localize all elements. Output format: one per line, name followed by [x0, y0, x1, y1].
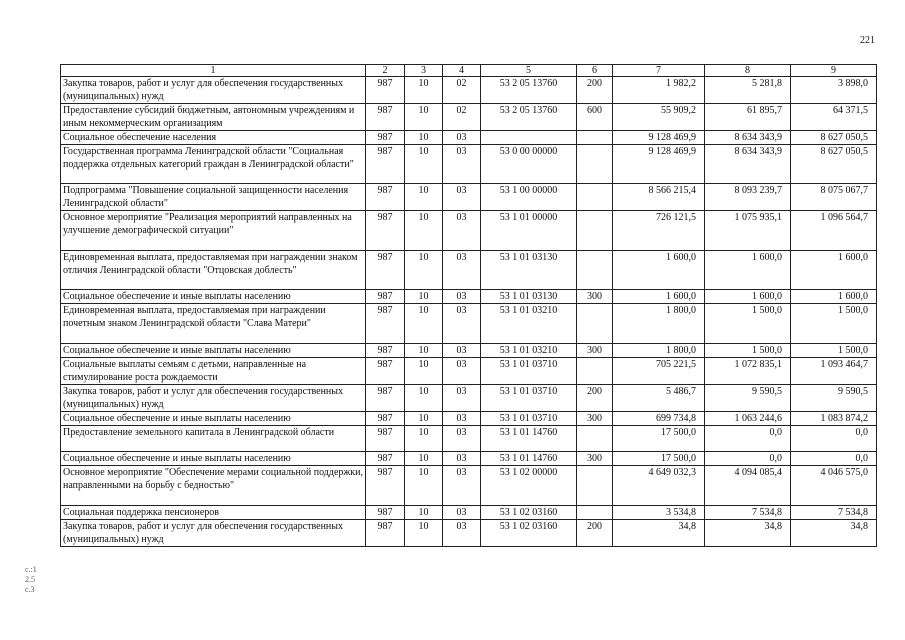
- cell-c3: 10: [405, 145, 443, 184]
- cell-c8: 1 600,0: [705, 290, 791, 304]
- cell-c4: 02: [443, 77, 481, 104]
- cell-c9: 9 590,5: [791, 385, 877, 412]
- table-row: [61, 358, 877, 385]
- cell-c7: 699 734,8: [613, 412, 705, 426]
- cell-c3: 10: [405, 251, 443, 290]
- cell-c2: 987: [366, 104, 405, 131]
- cell-c4: 03: [443, 211, 481, 251]
- cell-c9: 34,8: [791, 520, 877, 547]
- cell-c8: 0,0: [705, 452, 791, 466]
- table-row: [61, 131, 877, 145]
- cell-c2: 987: [366, 290, 405, 304]
- cell-c9: 1 600,0: [791, 290, 877, 304]
- header-cell: 9: [791, 65, 877, 77]
- row-name-cell: Основное мероприятие "Обеспечение мерами социальной поддержки, направленными на борьбу с бедностью": [61, 466, 366, 506]
- cell-c9: 0,0: [791, 452, 877, 466]
- cell-c4: 02: [443, 104, 481, 131]
- cell-c3: 10: [405, 344, 443, 358]
- cell-c4: 03: [443, 251, 481, 290]
- cell-c2: 987: [366, 452, 405, 466]
- cell-c6: [577, 304, 613, 344]
- table-row: [61, 344, 877, 358]
- cell-c4: 03: [443, 466, 481, 506]
- cell-c2: 987: [366, 358, 405, 385]
- cell-c4: 03: [443, 452, 481, 466]
- table-row: [61, 506, 877, 520]
- margin-mark: с.:1: [25, 565, 37, 574]
- cell-c8: 1 500,0: [705, 344, 791, 358]
- cell-c4: 03: [443, 290, 481, 304]
- cell-c3: 10: [405, 466, 443, 506]
- cell-c4: 03: [443, 344, 481, 358]
- cell-c8: 8 634 343,9: [705, 145, 791, 184]
- cell-c5: 53 1 01 03210: [481, 304, 577, 344]
- table-row: [61, 184, 877, 211]
- cell-c7: 1 800,0: [613, 304, 705, 344]
- cell-c7: 9 128 469,9: [613, 145, 705, 184]
- cell-c3: 10: [405, 358, 443, 385]
- cell-c8: 34,8: [705, 520, 791, 547]
- cell-c7: 34,8: [613, 520, 705, 547]
- table-row: [61, 385, 877, 412]
- cell-c3: 10: [405, 520, 443, 547]
- cell-c2: 987: [366, 131, 405, 145]
- cell-c2: 987: [366, 466, 405, 506]
- margin-mark: 2.5: [25, 575, 35, 584]
- table-row: [61, 426, 877, 452]
- cell-c4: 03: [443, 304, 481, 344]
- cell-c2: 987: [366, 211, 405, 251]
- margin-mark: с.3: [25, 585, 35, 594]
- table-row: [61, 211, 877, 251]
- row-name-cell: Социальное обеспечение населения: [61, 131, 366, 145]
- header-cell: 4: [443, 65, 481, 77]
- row-name-cell: Социальные выплаты семьям с детьми, направленные на стимулирование роста рождаемости: [61, 358, 366, 385]
- cell-c4: 03: [443, 426, 481, 452]
- cell-c3: 10: [405, 211, 443, 251]
- cell-c8: 1 075 935,1: [705, 211, 791, 251]
- row-name-cell: Закупка товаров, работ и услуг для обеспечения государственных (муниципальных) нужд: [61, 77, 366, 104]
- row-name-cell: Социальное обеспечение и иные выплаты населению: [61, 412, 366, 426]
- cell-c8: 1 500,0: [705, 304, 791, 344]
- cell-c7: 9 128 469,9: [613, 131, 705, 145]
- row-name-cell: Подпрограмма "Повышение социальной защищенности населения Ленинградской области": [61, 184, 366, 211]
- cell-c9: 1 500,0: [791, 344, 877, 358]
- cell-c2: 987: [366, 426, 405, 452]
- cell-c6: 300: [577, 452, 613, 466]
- cell-c3: 10: [405, 412, 443, 426]
- page-number: 221: [860, 35, 875, 46]
- cell-c5: 53 0 00 00000: [481, 145, 577, 184]
- cell-c7: 1 600,0: [613, 290, 705, 304]
- cell-c6: 300: [577, 412, 613, 426]
- cell-c5: 53 1 00 00000: [481, 184, 577, 211]
- cell-c7: 17 500,0: [613, 452, 705, 466]
- row-name-cell: Социальное обеспечение и иные выплаты населению: [61, 290, 366, 304]
- cell-c8: 5 281,8: [705, 77, 791, 104]
- header-cell: 7: [613, 65, 705, 77]
- header-cell: 2: [366, 65, 405, 77]
- cell-c7: 17 500,0: [613, 426, 705, 452]
- cell-c9: 8 627 050,5: [791, 131, 877, 145]
- cell-c6: [577, 426, 613, 452]
- cell-c2: 987: [366, 344, 405, 358]
- cell-c9: 1 600,0: [791, 251, 877, 290]
- cell-c3: 10: [405, 131, 443, 145]
- cell-c4: 03: [443, 131, 481, 145]
- cell-c2: 987: [366, 145, 405, 184]
- cell-c9: 3 898,0: [791, 77, 877, 104]
- cell-c8: 1 063 244,6: [705, 412, 791, 426]
- budget-table: [60, 64, 877, 547]
- cell-c6: 200: [577, 77, 613, 104]
- cell-c6: [577, 145, 613, 184]
- cell-c6: [577, 358, 613, 385]
- margin-marks: [25, 565, 37, 595]
- cell-c3: 10: [405, 506, 443, 520]
- cell-c2: 987: [366, 385, 405, 412]
- cell-c5: 53 1 01 03710: [481, 385, 577, 412]
- cell-c3: 10: [405, 290, 443, 304]
- cell-c5: 53 1 01 03710: [481, 358, 577, 385]
- row-name-cell: Государственная программа Ленинградской области "Социальная поддержка отдельных категорий граждан в Ленинградской области": [61, 145, 366, 184]
- cell-c8: 1 600,0: [705, 251, 791, 290]
- cell-c3: 10: [405, 77, 443, 104]
- cell-c5: 53 1 01 03130: [481, 290, 577, 304]
- cell-c5: 53 1 01 03210: [481, 344, 577, 358]
- row-name-cell: Предоставление субсидий бюджетным, автономным учреждениям и иным некоммерческим организациям: [61, 104, 366, 131]
- cell-c9: 1 083 874,2: [791, 412, 877, 426]
- cell-c3: 10: [405, 184, 443, 211]
- cell-c5: 53 1 01 03130: [481, 251, 577, 290]
- cell-c3: 10: [405, 452, 443, 466]
- table-row: [61, 104, 877, 131]
- cell-c7: 3 534,8: [613, 506, 705, 520]
- row-name-cell: Единовременная выплата, предоставляемая при награждении почетным знаком Ленинградской области "Слава Матери": [61, 304, 366, 344]
- row-name-cell: Предоставление земельного капитала в Ленинградской области: [61, 426, 366, 452]
- cell-c4: 03: [443, 358, 481, 385]
- cell-c2: 987: [366, 506, 405, 520]
- header-cell: 8: [705, 65, 791, 77]
- cell-c9: 1 500,0: [791, 304, 877, 344]
- cell-c9: 0,0: [791, 426, 877, 452]
- cell-c5: 53 1 02 03160: [481, 520, 577, 547]
- cell-c2: 987: [366, 184, 405, 211]
- cell-c2: 987: [366, 412, 405, 426]
- cell-c5: 53 1 01 00000: [481, 211, 577, 251]
- cell-c6: [577, 131, 613, 145]
- cell-c4: 03: [443, 520, 481, 547]
- cell-c8: 0,0: [705, 426, 791, 452]
- cell-c2: 987: [366, 304, 405, 344]
- cell-c7: 55 909,2: [613, 104, 705, 131]
- cell-c9: 1 093 464,7: [791, 358, 877, 385]
- cell-c5: 53 2 05 13760: [481, 77, 577, 104]
- cell-c5: [481, 131, 577, 145]
- cell-c3: 10: [405, 104, 443, 131]
- table-row: [61, 290, 877, 304]
- table-row: [61, 452, 877, 466]
- row-name-cell: Социальное обеспечение и иные выплаты населению: [61, 452, 366, 466]
- table-row: [61, 77, 877, 104]
- table-header-row: [61, 65, 877, 77]
- row-name-cell: Единовременная выплата, предоставляемая при награждении знаком отличия Ленинградской области "Отцовская доблесть": [61, 251, 366, 290]
- cell-c4: 03: [443, 506, 481, 520]
- cell-c2: 987: [366, 520, 405, 547]
- header-cell: 5: [481, 65, 577, 77]
- cell-c7: 1 600,0: [613, 251, 705, 290]
- row-name-cell: Закупка товаров, работ и услуг для обеспечения государственных (муниципальных) нужд: [61, 520, 366, 547]
- cell-c6: [577, 506, 613, 520]
- cell-c9: 8 627 050,5: [791, 145, 877, 184]
- cell-c6: [577, 184, 613, 211]
- cell-c7: 705 221,5: [613, 358, 705, 385]
- table-row: [61, 145, 877, 184]
- cell-c7: 1 982,2: [613, 77, 705, 104]
- cell-c7: 5 486,7: [613, 385, 705, 412]
- cell-c9: 7 534,8: [791, 506, 877, 520]
- cell-c4: 03: [443, 385, 481, 412]
- cell-c8: 4 094 085,4: [705, 466, 791, 506]
- cell-c6: 300: [577, 290, 613, 304]
- header-cell: 6: [577, 65, 613, 77]
- cell-c4: 03: [443, 412, 481, 426]
- cell-c6: 600: [577, 104, 613, 131]
- cell-c6: [577, 251, 613, 290]
- table-row: [61, 304, 877, 344]
- table-row: [61, 251, 877, 290]
- cell-c7: 8 566 215,4: [613, 184, 705, 211]
- cell-c8: 61 895,7: [705, 104, 791, 131]
- cell-c5: 53 2 05 13760: [481, 104, 577, 131]
- cell-c7: 726 121,5: [613, 211, 705, 251]
- table-row: [61, 466, 877, 506]
- cell-c9: 8 075 067,7: [791, 184, 877, 211]
- header-cell: 1: [61, 65, 366, 77]
- cell-c7: 4 649 032,3: [613, 466, 705, 506]
- cell-c2: 987: [366, 77, 405, 104]
- row-name-cell: Социальное обеспечение и иные выплаты населению: [61, 344, 366, 358]
- cell-c6: [577, 211, 613, 251]
- cell-c2: 987: [366, 251, 405, 290]
- cell-c5: 53 1 01 14760: [481, 452, 577, 466]
- row-name-cell: Основное мероприятие "Реализация мероприятий направленных на улучшение демографической ситуации": [61, 211, 366, 251]
- row-name-cell: Закупка товаров, работ и услуг для обеспечения государственных (муниципальных) нужд: [61, 385, 366, 412]
- header-cell: 3: [405, 65, 443, 77]
- cell-c9: 4 046 575,0: [791, 466, 877, 506]
- cell-c7: 1 800,0: [613, 344, 705, 358]
- row-name-cell: Социальная поддержка пенсионеров: [61, 506, 366, 520]
- cell-c4: 03: [443, 145, 481, 184]
- cell-c5: 53 1 02 00000: [481, 466, 577, 506]
- cell-c8: 9 590,5: [705, 385, 791, 412]
- cell-c6: 300: [577, 344, 613, 358]
- cell-c3: 10: [405, 426, 443, 452]
- cell-c6: 200: [577, 520, 613, 547]
- cell-c6: [577, 466, 613, 506]
- cell-c9: 64 371,5: [791, 104, 877, 131]
- table-row: [61, 412, 877, 426]
- cell-c3: 10: [405, 304, 443, 344]
- cell-c8: 8 634 343,9: [705, 131, 791, 145]
- cell-c5: 53 1 01 03710: [481, 412, 577, 426]
- cell-c9: 1 096 564,7: [791, 211, 877, 251]
- cell-c3: 10: [405, 385, 443, 412]
- cell-c8: 8 093 239,7: [705, 184, 791, 211]
- cell-c8: 7 534,8: [705, 506, 791, 520]
- cell-c5: 53 1 01 14760: [481, 426, 577, 452]
- cell-c4: 03: [443, 184, 481, 211]
- cell-c8: 1 072 835,1: [705, 358, 791, 385]
- cell-c5: 53 1 02 03160: [481, 506, 577, 520]
- table-row: [61, 520, 877, 547]
- cell-c6: 200: [577, 385, 613, 412]
